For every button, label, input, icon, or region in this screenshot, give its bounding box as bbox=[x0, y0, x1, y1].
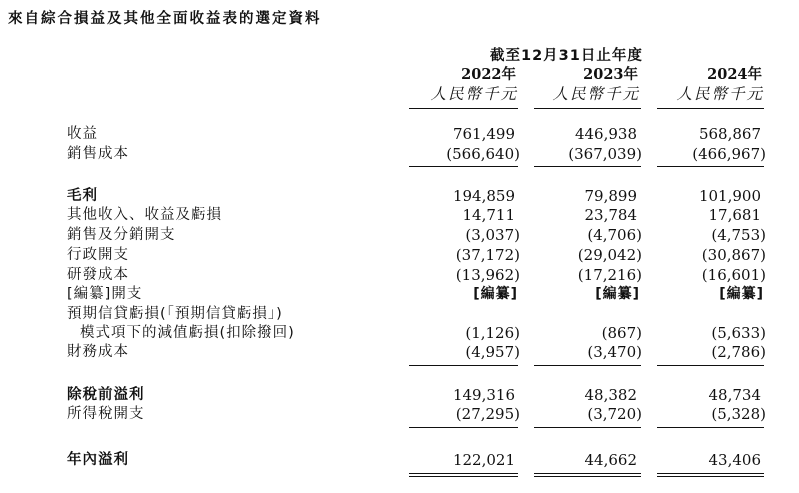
cell-value: (4,957) bbox=[465, 343, 520, 361]
cell-value: 446,938 bbox=[574, 125, 637, 143]
column-unit-2023: 人民幣千元 bbox=[552, 85, 640, 103]
row-label-profit-before-tax: 除稅前溢利 bbox=[67, 387, 145, 403]
row-label-finance-costs: 財務成本 bbox=[67, 344, 129, 360]
cell-value: [編纂] bbox=[719, 286, 764, 302]
cell-value: (29,042) bbox=[577, 246, 642, 264]
cell-value: (16,601) bbox=[701, 266, 766, 284]
row-label-redacted-expenses: [編纂]開支 bbox=[67, 286, 143, 302]
cell-value: (3,037) bbox=[465, 226, 520, 244]
row-label-revenue: 收益 bbox=[67, 126, 98, 142]
cell-value: (566,640) bbox=[446, 145, 520, 163]
subtotal-rule bbox=[534, 365, 641, 366]
cell-value: (3,720) bbox=[587, 405, 642, 423]
cell-value: 568,867 bbox=[698, 125, 761, 143]
cell-value: (4,706) bbox=[587, 226, 642, 244]
cell-value: (13,962) bbox=[455, 266, 520, 284]
cell-value: 23,784 bbox=[584, 206, 637, 224]
subtotal-rule bbox=[534, 166, 641, 167]
total-double-rule bbox=[534, 473, 641, 477]
cell-value: [編纂] bbox=[473, 286, 518, 302]
cell-value: (17,216) bbox=[577, 266, 642, 284]
cell-value: 44,662 bbox=[584, 451, 637, 469]
cell-value: 79,899 bbox=[584, 187, 637, 205]
cell-value: 14,711 bbox=[462, 206, 515, 224]
table-title: 來自綜合損益及其他全面收益表的選定資料 bbox=[8, 11, 322, 27]
column-year-2024: 2024年 bbox=[707, 66, 762, 83]
row-label-other-income: 其他收入、收益及虧損 bbox=[67, 207, 222, 223]
cell-value: (367,039) bbox=[568, 145, 642, 163]
cell-value: (3,470) bbox=[587, 343, 642, 361]
header-underline-2022 bbox=[409, 108, 518, 109]
subtotal-rule bbox=[409, 365, 518, 366]
cell-value: (37,172) bbox=[455, 246, 520, 264]
row-label-income-tax: 所得稅開支 bbox=[67, 406, 145, 422]
cell-value: 48,382 bbox=[584, 386, 637, 404]
cell-value: (1,126) bbox=[465, 324, 520, 342]
column-year-2023: 2023年 bbox=[583, 66, 638, 83]
header-underline-2024 bbox=[657, 108, 764, 109]
row-label-gross-profit: 毛利 bbox=[67, 188, 98, 204]
row-label-ecl-line1: 預期信貸虧損(「預期信貸虧損」) bbox=[67, 306, 283, 322]
row-label-admin-expenses: 行政開支 bbox=[67, 247, 129, 263]
cell-value: (5,328) bbox=[711, 405, 766, 423]
column-unit-2022: 人民幣千元 bbox=[430, 85, 518, 103]
cell-value: (2,786) bbox=[711, 343, 766, 361]
cell-value: 101,900 bbox=[698, 187, 761, 205]
cell-value: [編纂] bbox=[595, 286, 640, 302]
total-double-rule bbox=[409, 473, 518, 477]
subtotal-rule bbox=[657, 427, 764, 428]
row-label-cost-of-sales: 銷售成本 bbox=[67, 146, 129, 162]
cell-value: (30,867) bbox=[701, 246, 766, 264]
row-label-profit-for-year: 年內溢利 bbox=[67, 452, 129, 468]
subtotal-rule bbox=[409, 427, 518, 428]
cell-value: 194,859 bbox=[452, 187, 515, 205]
cell-value: 122,021 bbox=[452, 451, 515, 469]
cell-value: 17,681 bbox=[708, 206, 761, 224]
cell-value: 149,316 bbox=[452, 386, 515, 404]
cell-value: 761,499 bbox=[452, 125, 515, 143]
column-unit-2024: 人民幣千元 bbox=[676, 85, 764, 103]
total-double-rule bbox=[657, 473, 764, 477]
subtotal-rule bbox=[409, 166, 518, 167]
subtotal-rule bbox=[534, 427, 641, 428]
cell-value: (5,633) bbox=[711, 324, 766, 342]
cell-value: (867) bbox=[601, 324, 642, 342]
cell-value: (27,295) bbox=[455, 405, 520, 423]
subtotal-rule bbox=[657, 365, 764, 366]
cell-value: (466,967) bbox=[692, 145, 766, 163]
header-underline-2023 bbox=[534, 108, 641, 109]
row-label-rnd-costs: 研發成本 bbox=[67, 267, 129, 283]
cell-value: 43,406 bbox=[708, 451, 761, 469]
column-year-2022: 2022年 bbox=[461, 66, 516, 83]
cell-value: (4,753) bbox=[711, 226, 766, 244]
period-header: 截至12月31日止年度 bbox=[490, 48, 643, 64]
row-label-ecl-line2: 模式項下的減值虧損(扣除撥回) bbox=[80, 325, 295, 341]
row-label-selling-expenses: 銷售及分銷開支 bbox=[67, 227, 176, 243]
subtotal-rule bbox=[657, 166, 764, 167]
cell-value: 48,734 bbox=[708, 386, 761, 404]
